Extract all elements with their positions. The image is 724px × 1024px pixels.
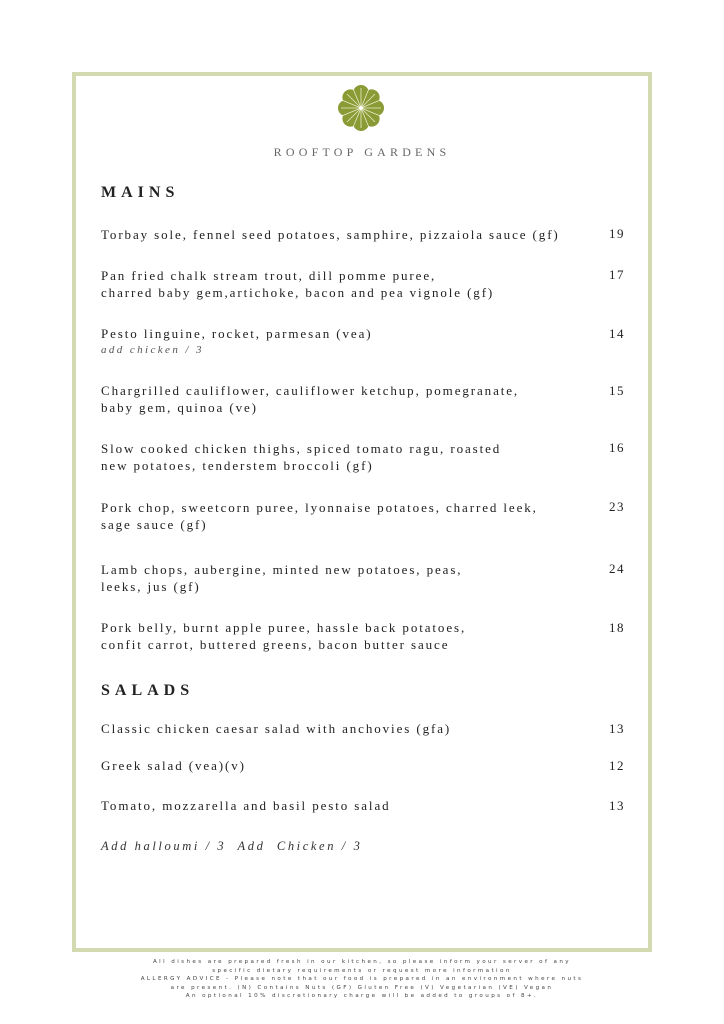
- menu-item-description: confit carrot, buttered greens, bacon butter sauce: [101, 637, 450, 652]
- footer-line: An optional 10% discretionary charge will be added to groups of 8+.: [185, 993, 539, 1000]
- section-heading-mains: MAINS: [101, 184, 180, 201]
- menu-item: [101, 382, 581, 416]
- menu-item: [101, 797, 581, 814]
- menu-item-description: Pan fried chalk stream trout, dill pomme puree,: [101, 268, 437, 283]
- menu-item-price: 24: [609, 561, 625, 576]
- menu-item-description: Greek salad (vea)(v): [101, 758, 246, 773]
- menu-item-price: 19: [609, 226, 625, 241]
- menu-item-description: Pork chop, sweetcorn puree, lyonnaise potatoes, charred leek,: [101, 500, 538, 515]
- menu-item-description: Torbay sole, fennel seed potatoes, samphire, pizzaiola sauce (gf): [101, 227, 560, 242]
- rooftop-gardens-logo-icon: [337, 84, 385, 132]
- salad-addons: Add halloumi / 3 Add Chicken / 3: [101, 839, 363, 853]
- menu-item: [101, 561, 581, 595]
- menu-item-description: leeks, jus (gf): [101, 579, 201, 594]
- footer-line: All dishes are prepared fresh in our kitchen, so please inform your server of any: [152, 959, 572, 965]
- menu-item-description: Tomato, mozzarella and basil pesto salad: [101, 798, 391, 813]
- menu-item-price: 17: [609, 267, 625, 282]
- menu-item-description: Pesto linguine, rocket, parmesan (vea): [101, 326, 373, 341]
- menu-item: [101, 757, 581, 774]
- menu-item-description: baby gem, quinoa (ve): [101, 400, 258, 415]
- menu-item-price: 13: [609, 721, 625, 736]
- allergy-footer: [0, 958, 724, 1001]
- menu-item: [101, 226, 581, 243]
- menu-item-price: 16: [609, 440, 625, 455]
- menu-item-price: 12: [609, 758, 625, 773]
- menu-item-description: Chargrilled cauliflower, cauliflower ketchup, pomegranate,: [101, 383, 520, 398]
- menu-item-description: sage sauce (gf): [101, 517, 208, 532]
- menu-item-price: 15: [609, 383, 625, 398]
- menu-item: [101, 619, 581, 653]
- footer-line: ALLERGY ADVICE - Please note that our food is prepared in an environment where nuts: [140, 976, 584, 983]
- footer-line: specific dietary requirements or request more information: [212, 967, 512, 974]
- menu-item-description: Lamb chops, aubergine, minted new potatoes, peas,: [101, 562, 463, 577]
- menu-item-description: Slow cooked chicken thighs, spiced tomato ragu, roasted: [101, 441, 502, 456]
- menu-item-price: 13: [609, 798, 625, 813]
- menu-item: [101, 499, 581, 533]
- menu-item-price: 14: [609, 326, 625, 341]
- section-heading-salads: SALADS: [101, 682, 195, 699]
- footer-line: are present. (N) Contains Nuts (GF) Gluten Free (V) Vegetarian (VE) Vegan: [170, 984, 554, 991]
- menu-item: [101, 440, 581, 474]
- menu-item: [101, 325, 581, 359]
- menu-item-description: charred baby gem,artichoke, bacon and pea vignole (gf): [101, 285, 495, 300]
- menu-item: [101, 267, 581, 301]
- menu-item-price: 23: [609, 499, 625, 514]
- menu-item-addon: add chicken / 3: [101, 344, 204, 356]
- menu-item: [101, 720, 581, 737]
- menu-item-price: 18: [609, 620, 625, 635]
- menu-item-description: new potatoes, tenderstem broccoli (gf): [101, 458, 374, 473]
- brand-name: ROOFTOP GARDENS: [273, 145, 451, 159]
- menu-item-description: Classic chicken caesar salad with anchovies (gfa): [101, 721, 452, 736]
- menu-item-description: Pork belly, burnt apple puree, hassle back potatoes,: [101, 620, 467, 635]
